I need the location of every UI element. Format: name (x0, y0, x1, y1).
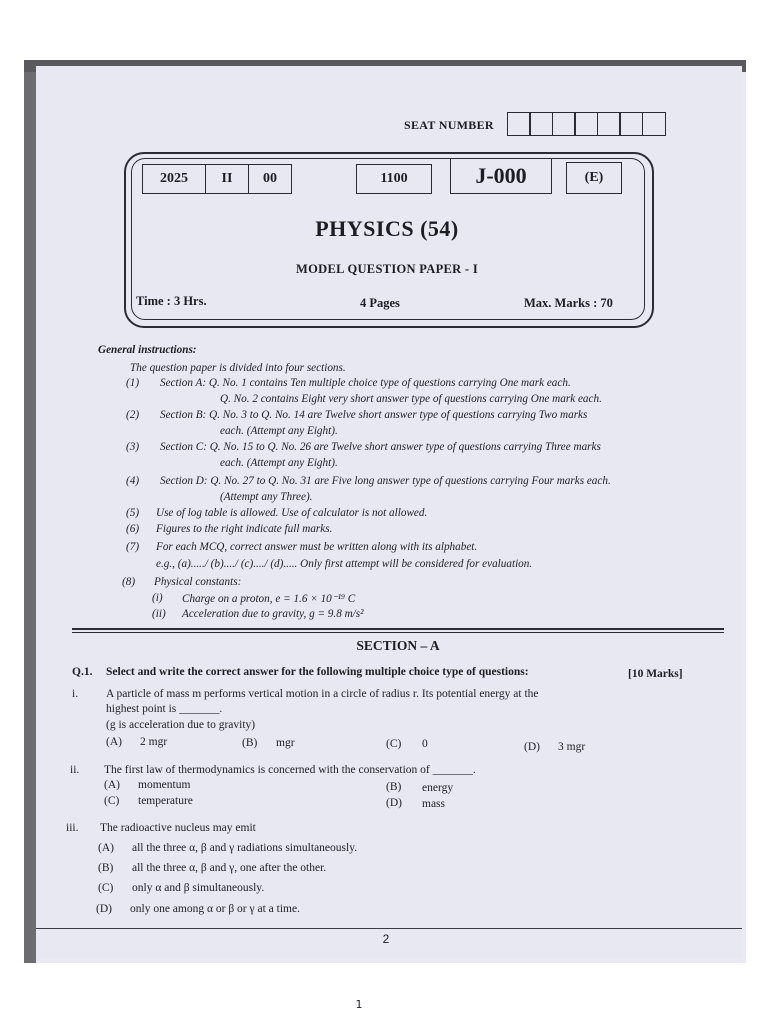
seat-box (529, 112, 553, 136)
option-label: (B) (98, 862, 114, 874)
instruction-number: (2) (126, 409, 140, 421)
instructions-heading: General instructions: (98, 344, 197, 356)
instruction-line: Q. No. 2 contains Eight very short answer type of questions carrying One mark each. (220, 393, 602, 405)
exam-duration: Time : 3 Hrs. (136, 294, 207, 308)
exam-year: 2025 (143, 165, 206, 193)
instruction-line: For each MCQ, correct answer must be written along with its alphabet. (156, 541, 478, 553)
seat-box (597, 112, 621, 136)
instruction-number: (8) (122, 576, 136, 588)
exam-code-group (142, 164, 292, 194)
question-number: ii. (70, 764, 80, 776)
option-text: 3 mgr (558, 741, 586, 753)
max-marks: Max. Marks : 70 (524, 296, 613, 310)
seat-number-boxes (508, 112, 666, 136)
question-line: (g is acceleration due to gravity) (106, 719, 256, 731)
instruction-number: (7) (126, 541, 140, 553)
paper-code: J-000 (450, 158, 552, 194)
instruction-line: Physical constants: (154, 576, 242, 588)
page-shadow-edge (24, 60, 36, 963)
instruction-line: Use of log table is allowed. Use of calculator is not allowed. (156, 507, 428, 519)
seat-box (574, 112, 598, 136)
option-text: mass (422, 798, 445, 810)
option-label: (C) (386, 738, 402, 750)
question-line: The radioactive nucleus may emit (100, 822, 256, 834)
q1-label: Q.1. (72, 666, 93, 678)
instruction-number: (3) (126, 441, 140, 453)
footer-divider (36, 928, 742, 929)
q1-marks: [10 Marks] (628, 668, 683, 680)
section-divider (72, 628, 724, 630)
constant-text: Charge on a proton, e = 1.6 × 10⁻¹⁹ C (182, 593, 356, 605)
question-number: i. (72, 688, 79, 700)
option-text: 2 mgr (140, 736, 168, 748)
instruction-number: (5) (126, 507, 140, 519)
paper-page-number: 2 (382, 932, 390, 946)
q1-instruction: Select and write the correct answer for the following multiple choice type of questions: (106, 666, 529, 678)
option-text: all the three α, β and γ, one after the other. (132, 862, 327, 874)
seat-box (642, 112, 666, 136)
paper-title: PHYSICS (54) (315, 216, 459, 241)
option-label: (D) (524, 741, 540, 753)
instruction-number: (4) (126, 475, 140, 487)
instruction-number: (6) (126, 523, 140, 535)
question-number: iii. (66, 822, 79, 834)
option-text: all the three α, β and γ radiations simultaneously. (132, 842, 358, 854)
instructions-intro: The question paper is divided into four sections. (130, 362, 346, 374)
seat-box (507, 112, 531, 136)
seat-box (552, 112, 576, 136)
instruction-line: Section D: Q. No. 27 to Q. No. 31 are Five long answer type of questions carrying Four marks each. (160, 475, 611, 487)
instruction-line: Section B: Q. No. 3 to Q. No. 14 are Twelve short answer type of questions carrying Two marks (160, 409, 588, 421)
seat-box (619, 112, 643, 136)
instruction-line: (Attempt any Three). (220, 491, 313, 503)
instruction-line: e.g., (a)...../ (b)..../ (c)..../ (d)..... Only first attempt will be considered for evaluation. (156, 558, 533, 570)
option-text: only α and β simultaneously. (132, 882, 265, 894)
instruction-line: Section C: Q. No. 15 to Q. No. 26 are Twelve short answer type of questions carrying Three marks (160, 441, 601, 453)
exam-paper (36, 66, 742, 959)
constant-number: (i) (152, 592, 163, 604)
option-label: (B) (242, 737, 258, 749)
question-line: A particle of mass m performs vertical motion in a circle of radius r. Its potential energy at the (106, 688, 539, 700)
scanned-page-photo (24, 60, 746, 963)
section-a-title: SECTION – A (356, 638, 440, 653)
question-line: The first law of thermodynamics is concerned with the conservation of _______. (104, 764, 476, 776)
section-divider (72, 632, 724, 633)
option-text: mgr (276, 737, 295, 749)
option-text: temperature (138, 795, 193, 807)
seat-number-label: SEAT NUMBER (404, 118, 494, 132)
option-text: 0 (422, 738, 428, 750)
paper-subtitle: MODEL QUESTION PAPER - I (296, 262, 478, 276)
option-text: momentum (138, 779, 191, 791)
question-line: highest point is _______. (106, 703, 223, 715)
constant-number: (ii) (152, 608, 166, 620)
option-text: energy (422, 782, 454, 794)
option-text: only one among α or β or γ at a time. (130, 903, 300, 915)
exam-set: 00 (263, 171, 277, 186)
instruction-number: (1) (126, 377, 140, 389)
instruction-line: Figures to the right indicate full marks. (156, 523, 333, 535)
option-label: (A) (104, 779, 120, 791)
instruction-line: each. (Attempt any Eight). (220, 457, 338, 469)
document-page-number: 1 (355, 998, 363, 1011)
instruction-line: Section A: Q. No. 1 contains Ten multiple choice type of questions carrying One mark each. (160, 377, 571, 389)
instruction-line: each. (Attempt any Eight). (220, 425, 338, 437)
option-label: (A) (106, 736, 122, 748)
option-label: (A) (98, 842, 114, 854)
option-label: (D) (386, 797, 402, 809)
option-label: (D) (96, 903, 112, 915)
subject-code: 1100 (356, 164, 432, 194)
medium-code: (E) (566, 162, 622, 194)
option-label: (B) (386, 781, 402, 793)
constant-text: Acceleration due to gravity, g = 9.8 m/s² (182, 608, 364, 620)
option-label: (C) (98, 882, 114, 894)
exam-term: II (206, 165, 249, 193)
page-count: 4 Pages (360, 296, 400, 310)
option-label: (C) (104, 795, 120, 807)
